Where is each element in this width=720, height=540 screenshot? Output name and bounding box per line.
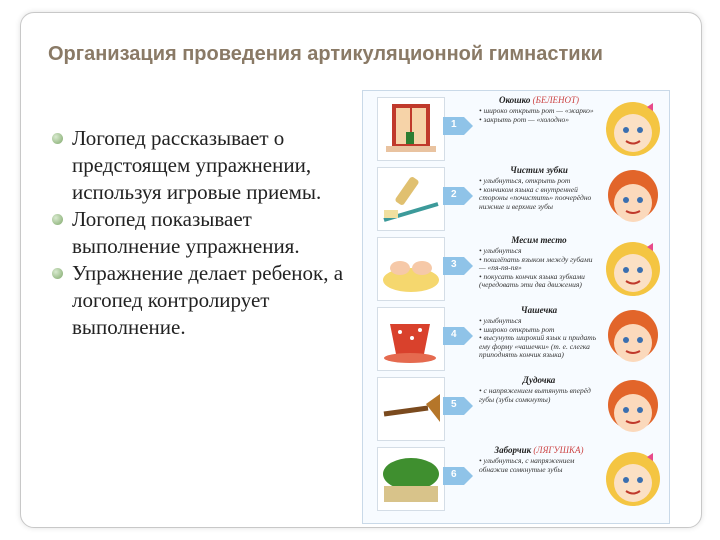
- arrow-icon: [443, 257, 473, 275]
- exercise-title-text: Окошко: [498, 95, 531, 105]
- arrow-icon: [443, 467, 473, 485]
- bullet-item: Упражнение делает ребенок, а логопед контролирует выполнение.: [50, 260, 350, 341]
- arrow-icon: [443, 117, 473, 135]
- exercise-step: • закрыть рот — «холодно»: [479, 116, 599, 125]
- exercise-step: • кончиком языка с внутренней стороны «почистить» поочерёдно нижние и верхние зубы: [479, 186, 599, 212]
- arrow-icon: [443, 397, 473, 415]
- bullet-item: Логопед показывает выполнение упражнения.: [50, 206, 350, 260]
- exercise-title-text: Месим тесто: [511, 235, 567, 245]
- fence-bush-icon: [378, 448, 444, 510]
- exercise-step: • улыбнуться, открыть рот: [479, 177, 599, 186]
- slide-title: Организация проведения артикуляционной гимнастики: [48, 43, 603, 65]
- exercise-title: [479, 375, 599, 385]
- exercise-step: • улыбнуться, с напряжением обнажив сомкнутые зубы: [479, 457, 599, 474]
- exercise-picture: [377, 237, 445, 301]
- boy-face-icon: [603, 307, 663, 371]
- exercise-number: 5: [451, 399, 457, 410]
- exercise-note: (БЕЛЕНОТ): [532, 95, 580, 105]
- exercise-number: 3: [451, 259, 457, 270]
- exercise-number: 6: [451, 469, 457, 480]
- arrow-icon: [443, 327, 473, 345]
- exercise-row: [363, 375, 669, 445]
- exercise-step: • улыбнуться: [479, 317, 599, 326]
- exercise-picture: [377, 97, 445, 161]
- arrow-icon: [443, 187, 473, 205]
- bullet-item: Логопед рассказывает о предстоящем упражнении, используя игровые приемы.: [50, 125, 350, 206]
- exercise-step: • с напряжением вытянуть вперёд губы (зубы сомкнуты): [479, 387, 599, 404]
- exercise-picture: [377, 447, 445, 511]
- window-icon: [378, 98, 444, 160]
- boy-face-icon: [603, 167, 663, 231]
- flute-icon: [378, 378, 444, 440]
- exercise-row: [363, 305, 669, 375]
- exercise-title: [479, 165, 599, 175]
- girl-face-icon: [603, 97, 663, 161]
- exercise-note: (ЛЯГУШКА): [533, 445, 584, 455]
- exercise-picture: [377, 377, 445, 441]
- exercise-title-text: Чашечка: [520, 305, 558, 315]
- exercise-number: 2: [451, 189, 457, 200]
- exercise-title: [479, 445, 599, 455]
- bullet-list: [50, 125, 350, 341]
- exercise-description: [479, 387, 599, 404]
- dough-icon: [378, 238, 444, 300]
- exercise-description: [479, 457, 599, 474]
- exercise-picture: [377, 167, 445, 231]
- exercise-step: • высунуть широкий язык и придать ему форму «чашечки» (т. е. слегка приподнять кончик языка): [479, 334, 599, 360]
- girl-face-icon: [603, 237, 663, 301]
- exercise-step: • широко открыть рот — «жарко»: [479, 107, 599, 116]
- exercise-title-text: Заборчик: [494, 445, 532, 455]
- exercise-row: [363, 235, 669, 305]
- exercise-step: • улыбнуться: [479, 247, 599, 256]
- exercise-step: • пошлёпать языком между губами — «пя-пя-пя»: [479, 256, 599, 273]
- exercise-step: • покусать кончик языка зубками (чередовать эти два движения): [479, 273, 599, 290]
- toothbrush-icon: [378, 168, 444, 230]
- articulation-poster: [362, 90, 670, 524]
- exercise-row: [363, 445, 669, 515]
- exercise-number: 1: [451, 119, 457, 130]
- exercise-row: [363, 95, 669, 165]
- exercise-title-text: Чистим зубки: [510, 165, 568, 175]
- exercise-title: [479, 305, 599, 315]
- exercise-description: [479, 177, 599, 211]
- exercise-row: [363, 165, 669, 235]
- girl-face-icon: [603, 447, 663, 511]
- exercise-description: [479, 317, 599, 360]
- boy-face-icon: [603, 377, 663, 441]
- exercise-title-text: Дудочка: [522, 375, 556, 385]
- exercise-description: [479, 107, 599, 124]
- teacup-icon: [378, 308, 444, 370]
- exercise-number: 4: [451, 329, 457, 340]
- exercise-title: [479, 95, 599, 105]
- exercise-step: • широко открыть рот: [479, 326, 599, 335]
- exercise-picture: [377, 307, 445, 371]
- exercise-description: [479, 247, 599, 290]
- exercise-title: [479, 235, 599, 245]
